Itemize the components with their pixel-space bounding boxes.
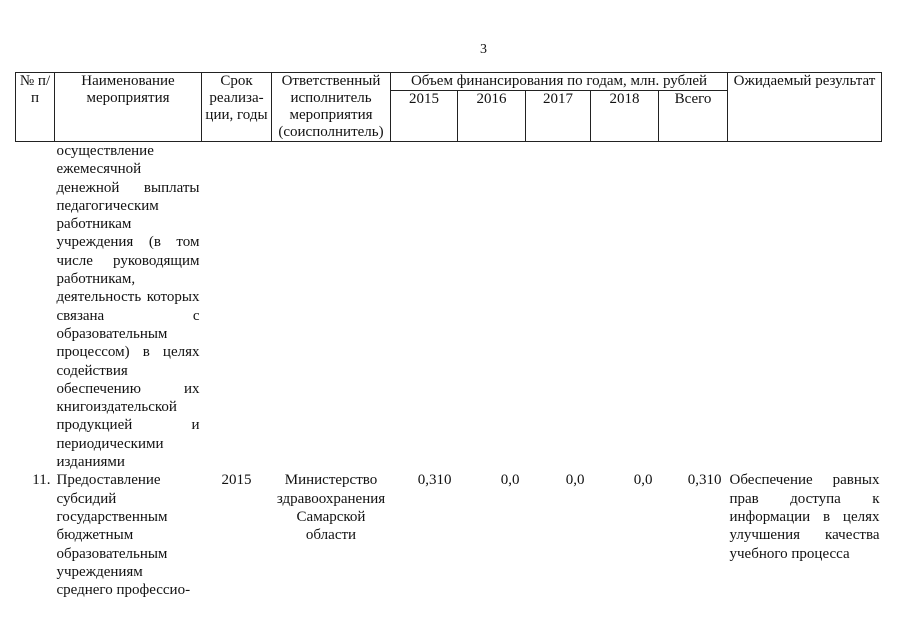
financing-plan-table — [15, 72, 882, 599]
cell-executor: Министерство здравоохранения Самарской области — [276, 472, 386, 544]
header-col-term: Срок реализа-ции, годы — [202, 73, 272, 142]
cell-value-2016: 0,0 — [500, 472, 520, 489]
cell-term: 2015 — [221, 472, 252, 489]
cell-value-total: 0,310 — [687, 472, 722, 489]
header-col-name: Наименование мероприятия — [55, 73, 202, 142]
header-total: Всего — [659, 91, 728, 142]
cell-value-2018: 0,0 — [633, 472, 653, 489]
cell-row-number: 11. — [32, 472, 51, 489]
page-number: 3 — [480, 42, 487, 57]
header-year-2017: 2017 — [526, 91, 591, 142]
cell-result: Обеспечение равных прав доступа к информации в целях улучшения качества учебного процесса — [729, 472, 880, 562]
header-row-top — [16, 73, 882, 91]
header-year-2016: 2016 — [458, 91, 526, 142]
table-row — [16, 471, 882, 599]
header-year-2015: 2015 — [391, 91, 458, 142]
cell-name: Предоставление субсидий государственным бюджетным образовательным учреждениям среднего профессио- — [56, 472, 191, 599]
header-col-executor: Ответственный исполнитель мероприятия (соисполнитель) — [272, 73, 391, 142]
cell-value-2017: 0,0 — [565, 472, 585, 489]
header-col-no: № п/п — [16, 73, 55, 142]
cell-name-continuation: осуществление ежемесячной денежной выплаты педагогическим работникам учреждения (в том числе руководящим работникам, деятельность которых связана с образовательным процессом) в целях содействия обеспечению их книгоиздательской продукцией и периодическими изданиями — [56, 143, 200, 471]
header-col-funding: Объем финансирования по годам, млн. рублей — [391, 73, 728, 91]
header-col-result: Ожидаемый результат — [728, 73, 882, 142]
header-year-2018: 2018 — [591, 91, 659, 142]
cell-value-2015: 0,310 — [417, 472, 452, 489]
table-row-continuation — [16, 142, 882, 472]
